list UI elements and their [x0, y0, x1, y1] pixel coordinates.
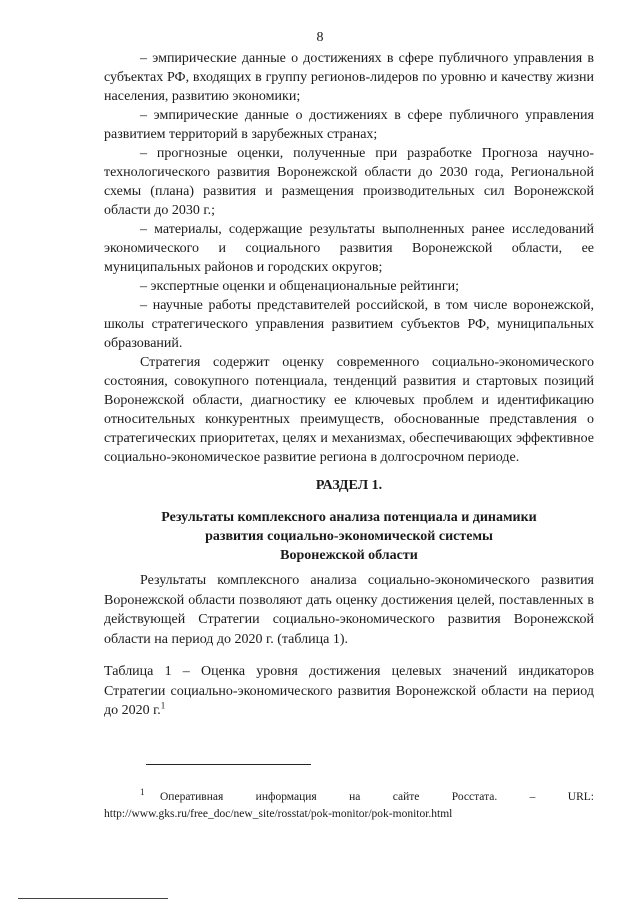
- table-caption: [104, 662, 594, 721]
- section-subtitle: [104, 508, 594, 565]
- table-caption-text: Таблица 1 – Оценка уровня достижения целевых значений индикаторов Стратегии социально-экономического развития Воронежской области на период до 2020 г.: [104, 664, 594, 718]
- footnote-separator: [146, 764, 311, 765]
- footnote-text: Оперативная информация на сайте Росстата. – URL: http://www.gks.ru/free_doc/new_site/rosstat/pok-monitor/pok-monitor.html: [104, 791, 594, 820]
- paragraph: – прогнозные оценки, полученные при разработке Прогноза научно-технологического развития Воронежской области до 2030 года, Региональной схемы (плана) развития и размещения производительных сил Воронежской области до 2030 г.;: [104, 146, 594, 218]
- section-heading: РАЗДЕЛ 1.: [315, 478, 383, 493]
- paragraph: – экспертные оценки и общенациональные рейтинги;: [140, 279, 459, 294]
- results-paragraph: Результаты комплексного анализа социально-экономического развития Воронежской области позволяют дать оценку достижения целей, поставленных в действующей Стратегии социально-экономического развития Воронежской области на период до 2020 г. (таблица 1).: [104, 573, 594, 647]
- subtitle-line: Воронежской области: [280, 548, 418, 563]
- footnote: $^1$ Оперативная информация на сайте Росстата. – URL: http://www.gks.ru/free_doc/new_site/rosstat/pok-monitor/pok-monitor.html: [104, 787, 594, 820]
- subtitle-line: Результаты комплексного анализа потенциала и динамики: [161, 510, 537, 525]
- footnote-reference: 1: [160, 700, 166, 711]
- bottom-rule: [18, 898, 168, 899]
- paragraph: – материалы, содержащие результаты выполненных ранее исследований экономического и социального развития Воронежской области, ее муниципальных районов и городских округов;: [104, 222, 594, 275]
- subtitle-line: развития социально-экономической системы: [205, 529, 493, 544]
- main-text: [104, 49, 594, 467]
- page-number: 8: [316, 30, 324, 45]
- paragraph: – научные работы представителей российской, в том числе воронежской, школы стратегического управления развитием субъектов РФ, муниципальных образований.: [104, 298, 594, 351]
- paragraph: – эмпирические данные о достижениях в сфере публичного управления в субъектах РФ, входящих в группу регионов-лидеров по уровню и качеству жизни населения, развитию экономики;: [104, 51, 594, 104]
- paragraph: Стратегия содержит оценку современного социально-экономического состояния, совокупного потенциала, тенденций развития и стартовых позиций Воронежской области, диагностику ее ключевых проблем и идентификацию относительных конкурентных преимуществ, обоснованные представления о стратегических приоритетах, целях и механизмах, обеспечивающих эффективное социально-экономическое развитие региона в долгосрочном периоде.: [104, 355, 594, 465]
- paragraph: – эмпирические данные о достижениях в сфере публичного управления развитием территорий в зарубежных странах;: [104, 108, 594, 142]
